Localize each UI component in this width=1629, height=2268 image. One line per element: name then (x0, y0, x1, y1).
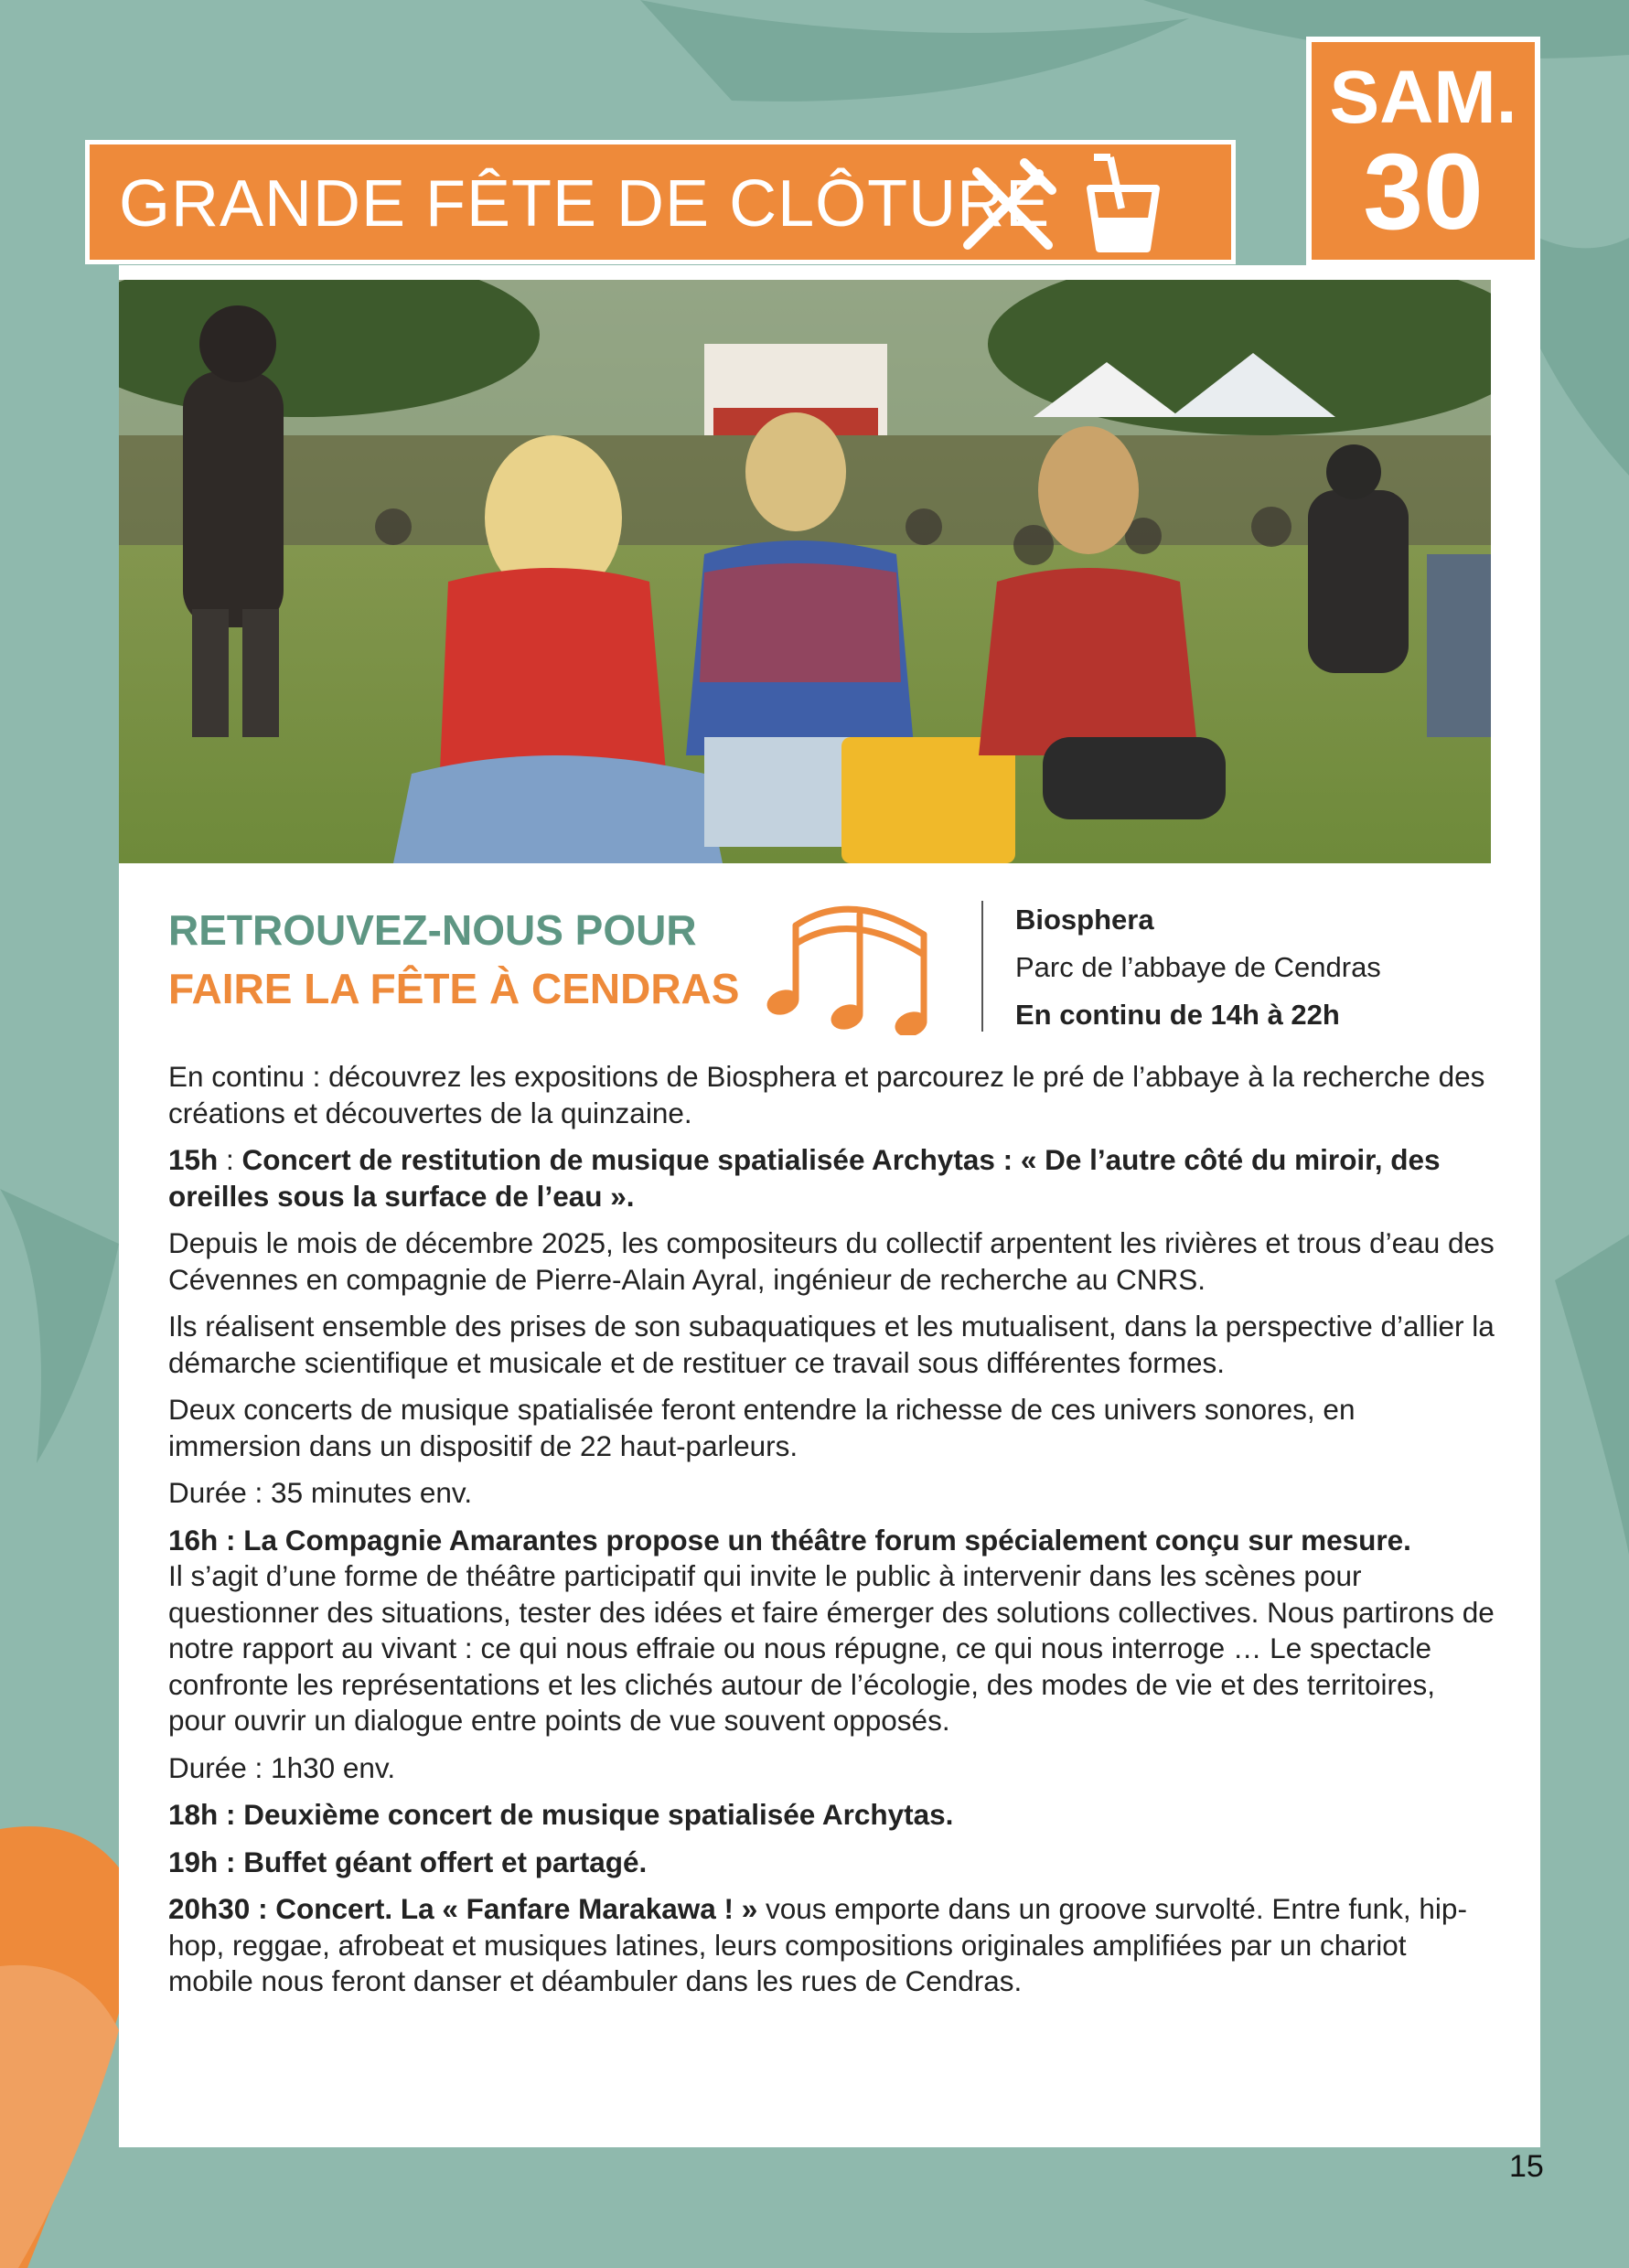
fork-knife-icon (959, 157, 1059, 254)
event-info (1015, 896, 1381, 1039)
paragraph-18h (168, 1797, 1495, 1834)
headline-line-1: RETROUVEZ-NOUS POUR (168, 906, 697, 954)
paragraph-20h30 (168, 1891, 1495, 2000)
date-number: 30 (1363, 132, 1484, 252)
headline (168, 905, 739, 1013)
page-number: 15 (1509, 2149, 1544, 2184)
title-15h: Concert de restitution de musique spatialisée Archytas : « De l’autre côté du miroir, des oreilles sous la surface de l’eau ». (168, 1143, 1441, 1213)
text-16h: Il s’agit d’une forme de théâtre participatif qui invite le public à intervenir dans les scènes pour questionner des situations, tester des idées et faire émerger des solutions collectives. Nous partirons de notre rapport au vivant : ce qui nous effraie ou nous répugne, ce qui nous interroge … Le spectacle confronte les représentations et les clichés autour de l’écologie, des modes de vie et des territoires, pour ouvrir un dialogue entre points de vue souvent opposés. (168, 1559, 1495, 1737)
drink-cup-icon (1077, 154, 1169, 256)
date-day: SAM. (1329, 56, 1517, 139)
duration-2: Durée : 1h30 env. (168, 1750, 396, 1784)
title-18h: 18h : Deuxième concert de musique spatialisée Archytas. (168, 1798, 954, 1831)
music-notes-icon (759, 889, 942, 1035)
duration-1: Durée : 35 minutes env. (168, 1476, 473, 1509)
paragraph-intro: En continu : découvrez les expositions de Biosphera et parcourez le pré de l’abbaye à la recherche des créations et découvertes de la quinzaine. (168, 1060, 1485, 1129)
title-20h30: 20h30 : Concert. La « Fanfare Marakawa ! » (168, 1892, 758, 1925)
sep-15h: : (218, 1143, 242, 1176)
date-badge (1306, 37, 1540, 265)
title-16h: 16h : La Compagnie Amarantes propose un théâtre forum spécialement conçu sur mesure. (168, 1523, 1411, 1557)
paragraph-recordings: Ils réalisent ensemble des prises de son subaquatiques et les mutualisent, dans la perspective d’allier la démarche scientifique et musicale et de restituer ce travail sous différentes formes. (168, 1310, 1495, 1379)
title-19h: 19h : Buffet géant offert et partagé. (168, 1845, 648, 1878)
page-title: GRANDE FÊTE DE CLÔTURE (119, 167, 1051, 241)
crowd-festival-photo (119, 280, 1491, 863)
info-divider (981, 901, 983, 1032)
time-15h: 15h (168, 1143, 219, 1176)
paragraph-15h (168, 1142, 1495, 1214)
paragraph-composers: Depuis le mois de décembre 2025, les compositeurs du collectif arpentent les rivières et trous d’eau des Cévennes en compagnie de Pierre-Alain Ayral, ingénieur de recherche au CNRS. (168, 1226, 1495, 1296)
hours: En continu de 14h à 22h (1015, 999, 1340, 1031)
program-text (168, 1059, 1495, 2000)
venue: Biosphera (1015, 904, 1154, 936)
address: Parc de l’abbaye de Cendras (1015, 951, 1381, 983)
title-banner (85, 140, 1236, 264)
text-20h30: vous emporte dans un groove survolté. Entre funk, hip-hop, reggae, afrobeat et musiques latines, leurs compositions originales amplifiées par un chariot mobile nous feront danser et déambuler dans les rues de Cendras. (168, 1892, 1467, 1997)
paragraph-19h (168, 1845, 1495, 1881)
paragraph-concerts: Deux concerts de musique spatialisée feront entendre la richesse de ces univers sonores, en immersion dans un dispositif de 22 haut-parleurs. (168, 1393, 1356, 1462)
headline-line-2: FAIRE LA FÊTE À CENDRAS (168, 965, 740, 1012)
paragraph-16h (168, 1523, 1495, 1739)
